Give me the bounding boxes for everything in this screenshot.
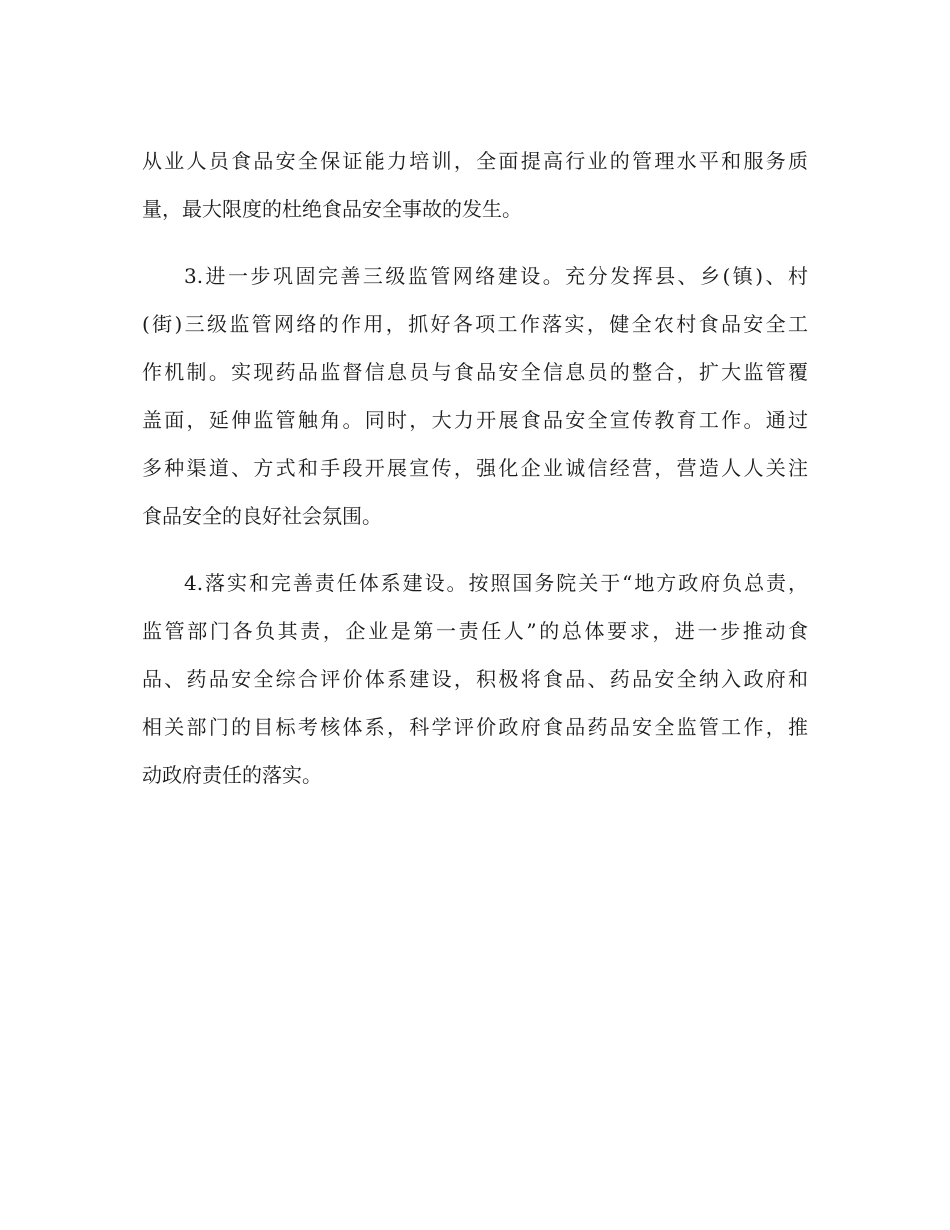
text-line: 多种渠道、方式和手段开展宣传，强化企业诚信经营，营造人人关注 bbox=[142, 456, 808, 480]
text-line: (街)三级监管网络的作用，抓好各项工作落实，健全农村食品安全工 bbox=[142, 312, 808, 336]
document-body bbox=[142, 137, 808, 799]
text-line: 4.落实和完善责任体系建设。按照国务院关于“地方政府负总责， bbox=[184, 571, 808, 595]
text-line: 3.进一步巩固完善三级监管网络建设。充分发挥县、乡(镇)、村 bbox=[184, 264, 808, 288]
text-line: 相关部门的目标考核体系，科学评价政府食品药品安全监管工作，推 bbox=[142, 715, 808, 739]
paragraph-training bbox=[142, 137, 808, 233]
paragraph-item-4 bbox=[142, 559, 808, 799]
text-line: 动政府责任的落实。 bbox=[142, 763, 322, 787]
text-line: 监管部门各负其责，企业是第一责任人”的总体要求，进一步推动食 bbox=[142, 619, 808, 643]
paragraph-spacer bbox=[142, 540, 808, 559]
paragraph-spacer bbox=[142, 233, 808, 252]
paragraph-item-3 bbox=[142, 252, 808, 540]
text-line: 量，最大限度的杜绝食品安全事故的发生。 bbox=[142, 197, 522, 221]
text-line: 食品安全的良好社会氛围。 bbox=[142, 504, 382, 528]
text-line: 盖面，延伸监管触角。同时，大力开展食品安全宣传教育工作。通过 bbox=[142, 408, 808, 432]
text-line: 从业人员食品安全保证能力培训，全面提高行业的管理水平和服务质 bbox=[142, 149, 808, 173]
text-line: 品、药品安全综合评价体系建设，积极将食品、药品安全纳入政府和 bbox=[142, 667, 808, 691]
text-line: 作机制。实现药品监督信息员与食品安全信息员的整合，扩大监管覆 bbox=[142, 360, 808, 384]
